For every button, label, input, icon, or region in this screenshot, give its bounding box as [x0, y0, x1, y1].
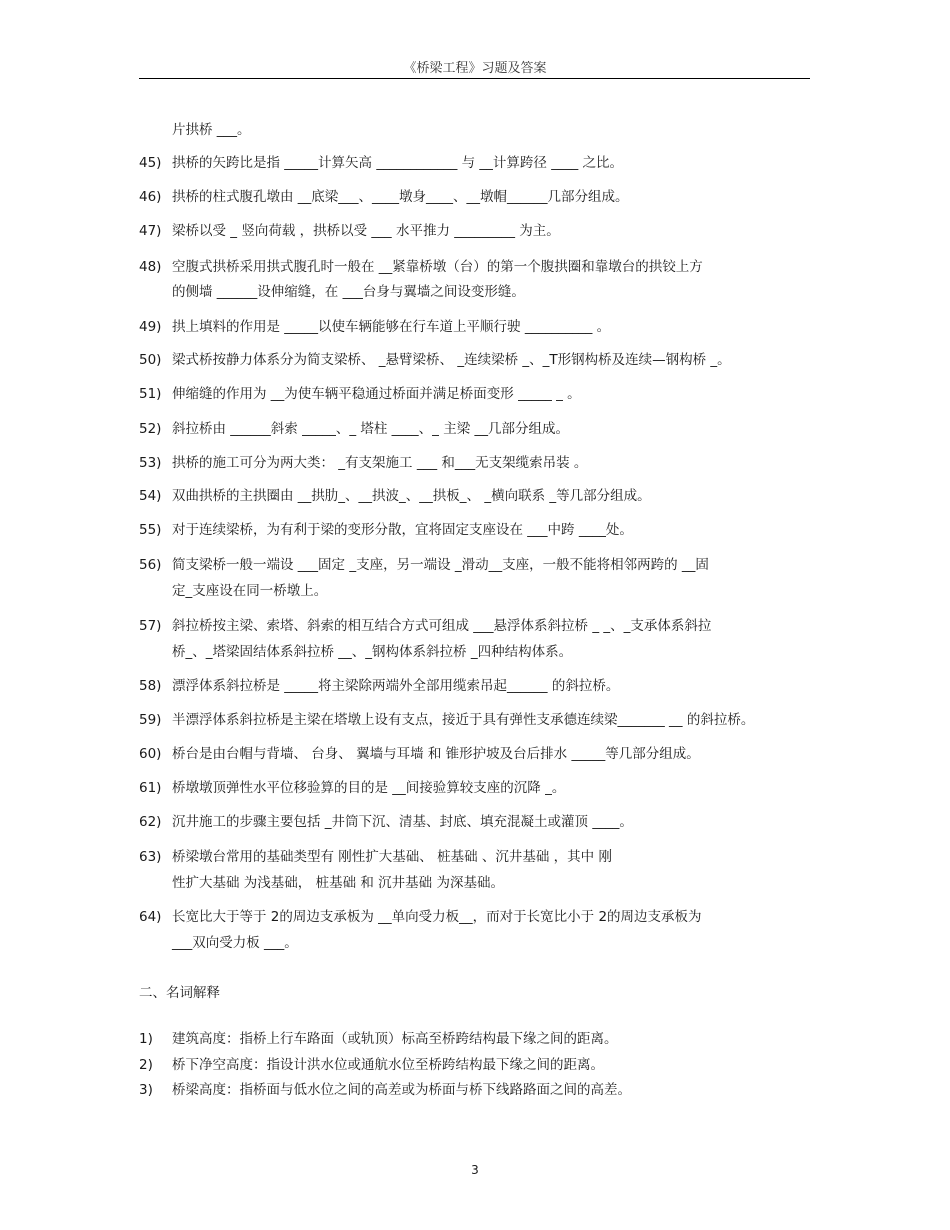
- item-text: 对于连续梁桥，为有利于梁的变形分散，宜将固定支座设在 ___中跨 ____处。: [172, 522, 633, 538]
- item-number: 64): [139, 909, 162, 925]
- item-text: 沉井施工的步骤主要包括 _井筒下沉、清基、封底、填充混凝土或灌顶 ____。: [172, 814, 633, 830]
- item-text: 半漂浮体系斜拉桥是主梁在塔墩上设有支点，接近于具有弹性支承德连续梁_______ __ 的斜拉桥。: [172, 712, 755, 728]
- section-title: 二、名词解释: [139, 985, 220, 1001]
- page-header: 《桥梁工程》习题及答案: [403, 61, 547, 76]
- item-text: 的侧墙 ______设伸缩缝，在 ___台身与翼墙之间设变形缝。: [172, 284, 525, 300]
- item-text: 斜拉桥按主梁、索塔、斜索的相互结合方式可组成 ___悬浮体系斜拉桥 _ _、_支承体系斜拉: [172, 618, 712, 634]
- header-rule: [139, 78, 810, 79]
- item-number: 45): [139, 155, 162, 171]
- item-number: 3): [139, 1082, 153, 1098]
- item-text: 片拱桥 ___。: [172, 122, 251, 138]
- item-number: 46): [139, 189, 162, 205]
- item-text: 长宽比大于等于 2的周边支承板为 __单向受力板__，而对于长宽比小于 2的周边支承板为: [172, 909, 702, 925]
- item-text: 桥台是由台帽与背墙、 台身、 翼墙与耳墙 和 锥形护坡及台后排水 _____等几部分组成。: [172, 746, 700, 762]
- item-text: 空腹式拱桥采用拱式腹孔时一般在 __紧靠桥墩（台）的第一个腹拱圈和靠墩台的拱铰上方: [172, 259, 703, 275]
- item-text: 拱桥的柱式腹孔墩由 __底梁___、____墩身____、__墩帽______几部分组成。: [172, 189, 629, 205]
- item-text: 漂浮体系斜拉桥是 _____将主梁除两端外全部用缆索吊起______ 的斜拉桥。: [172, 678, 620, 694]
- item-number: 54): [139, 488, 162, 504]
- item-text: 双曲拱桥的主拱圈由 __拱肋_、__拱波_、__拱板_、 _横向联系 _等几部分组成。: [172, 488, 651, 504]
- item-number: 61): [139, 780, 162, 796]
- item-text: 桥下净空高度：指设计洪水位或通航水位至桥跨结构最下缘之间的距离。: [172, 1057, 604, 1073]
- item-text: 建筑高度：指桥上行车路面（或轨顶）标高至桥跨结构最下缘之间的距离。: [172, 1031, 618, 1047]
- item-text: 拱桥的矢跨比是指 _____计算矢高 ____________ 与 __计算跨径 ____ 之比。: [172, 155, 623, 171]
- item-text: ___双向受力板 ___。: [172, 935, 298, 951]
- item-number: 50): [139, 352, 162, 368]
- item-number: 59): [139, 712, 162, 728]
- item-number: 60): [139, 746, 162, 762]
- item-number: 55): [139, 522, 162, 538]
- item-number: 1): [139, 1031, 153, 1047]
- item-text: 拱上填料的作用是 _____以使车辆能够在行车道上平顺行驶 __________ 。: [172, 319, 611, 335]
- item-text: 梁桥以受 _ 竖向荷载 ，拱桥以受 ___ 水平推力 _________ 为主。: [172, 223, 560, 239]
- item-number: 48): [139, 259, 162, 275]
- item-text: 梁式桥按静力体系分为简支梁桥、 _悬臂梁桥、 _连续梁桥 _、_T形钢构桥及连续—钢构桥 _。: [172, 352, 731, 368]
- item-number: 2): [139, 1057, 153, 1073]
- item-text: 伸缩缝的作用为 __为使车辆平稳通过桥面并满足桥面变形 _____ _ 。: [172, 386, 581, 402]
- page-number: 3: [471, 1163, 479, 1177]
- item-text: 桥墩墩顶弹性水平位移验算的目的是 __间接验算较支座的沉降 _。: [172, 780, 566, 796]
- item-number: 63): [139, 849, 162, 865]
- item-text: 简支梁桥一般一端设 ___固定 _支座，另一端设 _滑动__支座，一般不能将相邻两跨的 __固: [172, 557, 709, 573]
- item-number: 47): [139, 223, 162, 239]
- item-text: 桥梁高度：指桥面与低水位之间的高差或为桥面与桥下线路路面之间的高差。: [172, 1082, 631, 1098]
- item-number: 58): [139, 678, 162, 694]
- item-number: 51): [139, 386, 162, 402]
- item-number: 62): [139, 814, 162, 830]
- item-number: 52): [139, 421, 162, 437]
- item-text: 桥_、_塔梁固结体系斜拉桥 __、_钢构体系斜拉桥 _四种结构体系。: [172, 644, 573, 660]
- item-text: 斜拉桥由 ______斜索 _____、_ 塔柱 ____、_ 主梁 __几部分组成。: [172, 421, 569, 437]
- item-text: 拱桥的施工可分为两大类： _有支架施工 ___ 和___无支架缆索吊装 。: [172, 455, 588, 471]
- item-number: 57): [139, 618, 162, 634]
- item-text: 性扩大基础 为浅基础， 桩基础 和 沉井基础 为深基础。: [172, 875, 504, 891]
- item-number: 53): [139, 455, 162, 471]
- item-number: 56): [139, 557, 162, 573]
- item-text: 桥梁墩台常用的基础类型有 刚性扩大基础、 桩基础 、沉井基础 ，其中 刚: [172, 849, 612, 865]
- item-text: 定_支座设在同一桥墩上。: [172, 583, 328, 599]
- item-number: 49): [139, 319, 162, 335]
